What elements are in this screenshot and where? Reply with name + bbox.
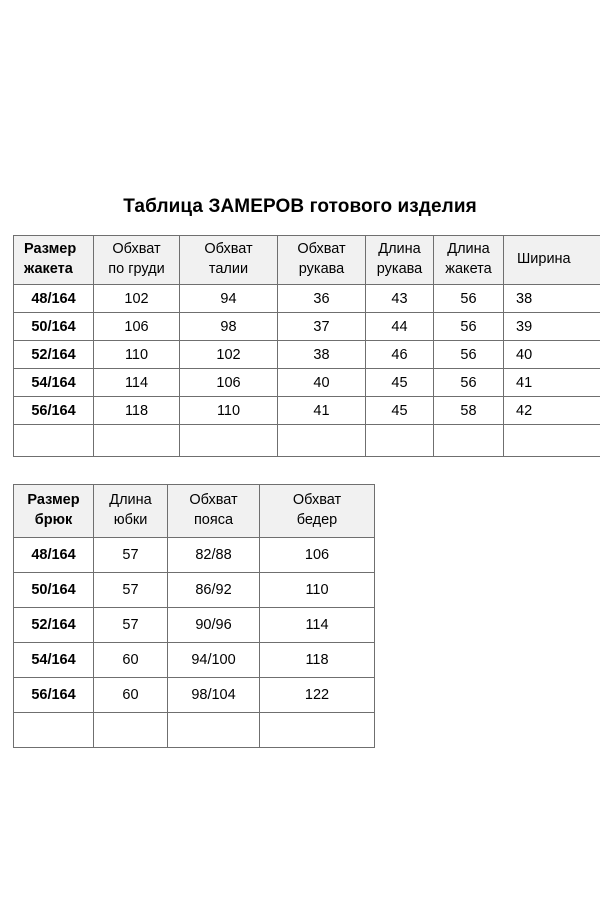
table-row	[14, 538, 375, 573]
header-line-2: жакета	[24, 261, 73, 277]
cell-skirt-length: 57	[94, 538, 168, 573]
jacket-table-header	[14, 236, 600, 285]
cell-skirt-length: 60	[94, 678, 168, 713]
cell-waistband: 86/92	[168, 573, 260, 608]
header-line-1: Обхват	[297, 241, 346, 258]
cell-empty	[434, 425, 504, 457]
cell-sleeve-girth: 40	[278, 369, 366, 397]
cell-sleeve-length: 46	[366, 341, 434, 369]
cell-skirt-length: 57	[94, 608, 168, 643]
table-header-row	[14, 485, 375, 538]
cell-empty	[94, 713, 168, 748]
header-line-1: Размер	[27, 492, 80, 509]
cell-chest: 102	[94, 285, 180, 313]
cell-jacket-length: 58	[434, 397, 504, 425]
cell-width: 38	[504, 285, 600, 313]
trousers-measurements-table	[13, 484, 375, 748]
table-row-empty	[14, 713, 375, 748]
column-header-waist	[180, 236, 278, 285]
jacket-table-body	[14, 285, 600, 457]
header-line-1: Обхват	[204, 241, 253, 258]
cell-jacket-length: 56	[434, 369, 504, 397]
table-row-empty	[14, 425, 600, 457]
cell-waistband: 90/96	[168, 608, 260, 643]
cell-empty	[366, 425, 434, 457]
cell-size: 56/164	[14, 678, 94, 713]
cell-sleeve-length: 44	[366, 313, 434, 341]
column-header-sleeve-length	[366, 236, 434, 285]
header-line-2: жакета	[445, 261, 492, 277]
header-line-2: юбки	[113, 512, 148, 528]
column-header-waistband	[168, 485, 260, 538]
table-row	[14, 573, 375, 608]
cell-sleeve-length: 43	[366, 285, 434, 313]
column-header-width	[504, 236, 600, 285]
cell-width: 42	[504, 397, 600, 425]
cell-chest: 106	[94, 313, 180, 341]
cell-waistband: 98/104	[168, 678, 260, 713]
cell-hips: 110	[260, 573, 375, 608]
cell-waistband: 94/100	[168, 643, 260, 678]
header-line-2: бедер	[296, 512, 338, 528]
cell-width: 41	[504, 369, 600, 397]
header-line-1: Длина	[447, 241, 490, 258]
cell-sleeve-girth: 41	[278, 397, 366, 425]
cell-hips: 106	[260, 538, 375, 573]
cell-hips: 118	[260, 643, 375, 678]
table-row	[14, 678, 375, 713]
table-row	[14, 643, 375, 678]
cell-empty	[260, 713, 375, 748]
header-line-1: Обхват	[112, 241, 161, 258]
jacket-measurements-table	[13, 235, 600, 457]
cell-waist: 94	[180, 285, 278, 313]
cell-empty	[168, 713, 260, 748]
header-line-1: Ширина	[517, 251, 571, 268]
cell-sleeve-length: 45	[366, 397, 434, 425]
column-header-skirt-length	[94, 485, 168, 538]
cell-empty	[14, 713, 94, 748]
header-line-2: брюк	[34, 512, 73, 528]
cell-size: 48/164	[14, 285, 94, 313]
cell-empty	[94, 425, 180, 457]
cell-skirt-length: 57	[94, 573, 168, 608]
cell-size: 54/164	[14, 643, 94, 678]
cell-sleeve-girth: 38	[278, 341, 366, 369]
cell-empty	[14, 425, 94, 457]
column-header-size	[14, 236, 94, 285]
column-header-jacket-length	[434, 236, 504, 285]
column-header-hips	[260, 485, 375, 538]
cell-sleeve-girth: 37	[278, 313, 366, 341]
cell-chest: 110	[94, 341, 180, 369]
cell-waist: 102	[180, 341, 278, 369]
cell-waistband: 82/88	[168, 538, 260, 573]
header-line-1: Размер	[24, 241, 77, 258]
cell-jacket-length: 56	[434, 285, 504, 313]
header-line-2: талии	[208, 261, 249, 277]
cell-size: 52/164	[14, 341, 94, 369]
cell-waist: 110	[180, 397, 278, 425]
header-line-1: Длина	[378, 241, 421, 258]
header-line-1: Длина	[109, 492, 152, 509]
cell-sleeve-length: 45	[366, 369, 434, 397]
cell-waist: 98	[180, 313, 278, 341]
header-line-2: по груди	[108, 261, 165, 277]
column-header-size	[14, 485, 94, 538]
cell-size: 50/164	[14, 573, 94, 608]
cell-size: 56/164	[14, 397, 94, 425]
cell-empty	[504, 425, 600, 457]
table-row	[14, 341, 600, 369]
cell-jacket-length: 56	[434, 341, 504, 369]
table-row	[14, 608, 375, 643]
header-line-2: пояса	[193, 512, 234, 528]
table-row	[14, 313, 600, 341]
cell-hips: 114	[260, 608, 375, 643]
table-row	[14, 397, 600, 425]
cell-sleeve-girth: 36	[278, 285, 366, 313]
table-header-row	[14, 236, 600, 285]
table-row	[14, 369, 600, 397]
cell-chest: 114	[94, 369, 180, 397]
header-line-2: рукава	[376, 261, 423, 277]
cell-size: 52/164	[14, 608, 94, 643]
trousers-table-header	[14, 485, 375, 538]
cell-skirt-length: 60	[94, 643, 168, 678]
cell-size: 54/164	[14, 369, 94, 397]
header-line-1: Обхват	[189, 492, 238, 509]
cell-size: 48/164	[14, 538, 94, 573]
cell-width: 40	[504, 341, 600, 369]
cell-hips: 122	[260, 678, 375, 713]
trousers-table-body	[14, 538, 375, 748]
cell-size: 50/164	[14, 313, 94, 341]
cell-empty	[278, 425, 366, 457]
column-header-chest	[94, 236, 180, 285]
cell-waist: 106	[180, 369, 278, 397]
header-line-2: рукава	[298, 261, 345, 277]
cell-chest: 118	[94, 397, 180, 425]
cell-empty	[180, 425, 278, 457]
column-header-sleeve-girth	[278, 236, 366, 285]
table-row	[14, 285, 600, 313]
cell-width: 39	[504, 313, 600, 341]
cell-jacket-length: 56	[434, 313, 504, 341]
header-line-1: Обхват	[292, 492, 342, 509]
page-title: Таблица ЗАМЕРОВ готового изделия	[123, 196, 477, 217]
